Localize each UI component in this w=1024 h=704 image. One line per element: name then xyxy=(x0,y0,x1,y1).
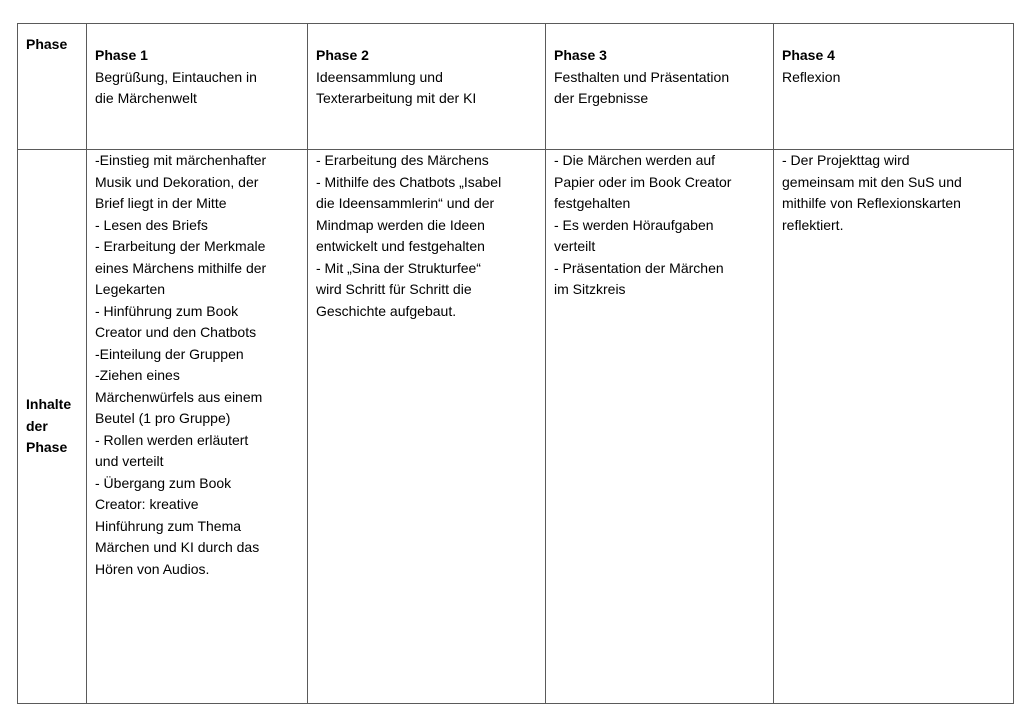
phase-content-line: - Lesen des Briefs xyxy=(95,216,208,233)
phase-subtitle-line: der Ergebnisse xyxy=(554,90,649,106)
phase-1-content xyxy=(87,150,308,704)
row-label-content-line: Phase xyxy=(26,439,68,456)
phase-content-line: -Einstieg mit märchenhafter xyxy=(95,152,267,168)
phase-content-line: Hören von Audios. xyxy=(95,560,210,577)
phase-subtitle-line: Ideensammlung und xyxy=(316,68,443,85)
phase-content-line: reflektiert. xyxy=(782,216,844,233)
phase-content-line: -Einteilung der Gruppen xyxy=(95,345,244,362)
phase-content-line: Mindmap werden die Ideen xyxy=(316,216,485,233)
phase-content-line: mithilfe von Reflexionskarten xyxy=(782,195,961,211)
phase-title: Phase 1 xyxy=(95,47,148,63)
phase-subtitle-line: die Märchenwelt xyxy=(95,90,197,106)
phase-subtitle-line: Festhalten und Präsentation xyxy=(554,68,730,85)
phase-3-content xyxy=(546,150,774,704)
phase-content-line: Creator und den Chatbots xyxy=(95,324,257,340)
phase-content-line: verteilt xyxy=(554,238,596,254)
phase-content-line: - Die Märchen werden auf xyxy=(554,152,716,168)
phase-content-line: - Es werden Höraufgaben xyxy=(554,216,714,233)
phase-content-line: - Übergang zum Book xyxy=(95,474,232,491)
row-label-phase-text: Phase xyxy=(26,36,68,52)
phase-content-line: Legekarten xyxy=(95,281,166,297)
phase-content-line: - Erarbeitung der Merkmale xyxy=(95,238,266,254)
phase-content-line: Papier oder im Book Creator xyxy=(554,173,732,190)
phase-content-line: - Mit „Sina der Strukturfee“ xyxy=(316,259,481,276)
phase-content-line: Creator: kreative xyxy=(95,496,199,512)
phase-content-line: eines Märchens mithilfe der xyxy=(95,259,267,276)
phase-content-line: und verteilt xyxy=(95,453,164,469)
phase-content-line: - Der Projekttag wird xyxy=(782,152,910,168)
phase-2-header xyxy=(308,24,546,150)
phase-content-line: Hinführung zum Thema xyxy=(95,517,242,534)
phase-subtitle-line: Texterarbeitung mit der KI xyxy=(316,90,477,106)
content-row xyxy=(18,150,1014,704)
phase-content-line: - Rollen werden erläutert xyxy=(95,431,249,448)
phase-content-line: - Erarbeitung des Märchens xyxy=(316,152,489,168)
phase-content-line: Brief liegt in der Mitte xyxy=(95,195,227,211)
phase-1-header xyxy=(87,24,308,150)
phase-4-content xyxy=(774,150,1014,704)
phase-content-line: Märchen und KI durch das xyxy=(95,539,260,555)
phase-subtitle-line: Reflexion xyxy=(782,68,841,85)
phase-title: Phase 4 xyxy=(782,47,835,63)
row-label-phase xyxy=(18,24,87,150)
phase-2-content xyxy=(308,150,546,704)
phase-content-line: Märchenwürfels aus einem xyxy=(95,388,263,405)
phase-content-line: gemeinsam mit den SuS und xyxy=(782,173,962,190)
phase-content-line: - Mithilfe des Chatbots „Isabel xyxy=(316,173,502,190)
phase-content-line: wird Schritt für Schritt die xyxy=(316,281,472,297)
phase-content-line: im Sitzkreis xyxy=(554,281,626,297)
phase-table xyxy=(17,23,1014,704)
phase-content-line: Beutel (1 pro Gruppe) xyxy=(95,410,231,426)
phase-content-line: - Präsentation der Märchen xyxy=(554,259,724,276)
phase-content-line: Geschichte aufgebaut. xyxy=(316,302,457,319)
phase-title: Phase 3 xyxy=(554,47,607,63)
phase-content-line: die Ideensammlerin“ und der xyxy=(316,195,495,211)
header-row xyxy=(18,24,1014,150)
phase-subtitle-line: Begrüßung, Eintauchen in xyxy=(95,68,257,85)
phase-3-header xyxy=(546,24,774,150)
row-label-content xyxy=(18,150,87,704)
phase-content-line: -Ziehen eines xyxy=(95,367,180,383)
row-label-content-line: Inhalte xyxy=(26,396,72,413)
phase-4-header xyxy=(774,24,1014,150)
phase-content-line: entwickelt und festgehalten xyxy=(316,238,485,254)
row-label-content-line: der xyxy=(26,417,48,434)
phase-title: Phase 2 xyxy=(316,47,369,63)
phase-content-line: festgehalten xyxy=(554,195,631,211)
phase-content-line: - Hinführung zum Book xyxy=(95,302,239,319)
phase-content-line: Musik und Dekoration, der xyxy=(95,173,259,190)
